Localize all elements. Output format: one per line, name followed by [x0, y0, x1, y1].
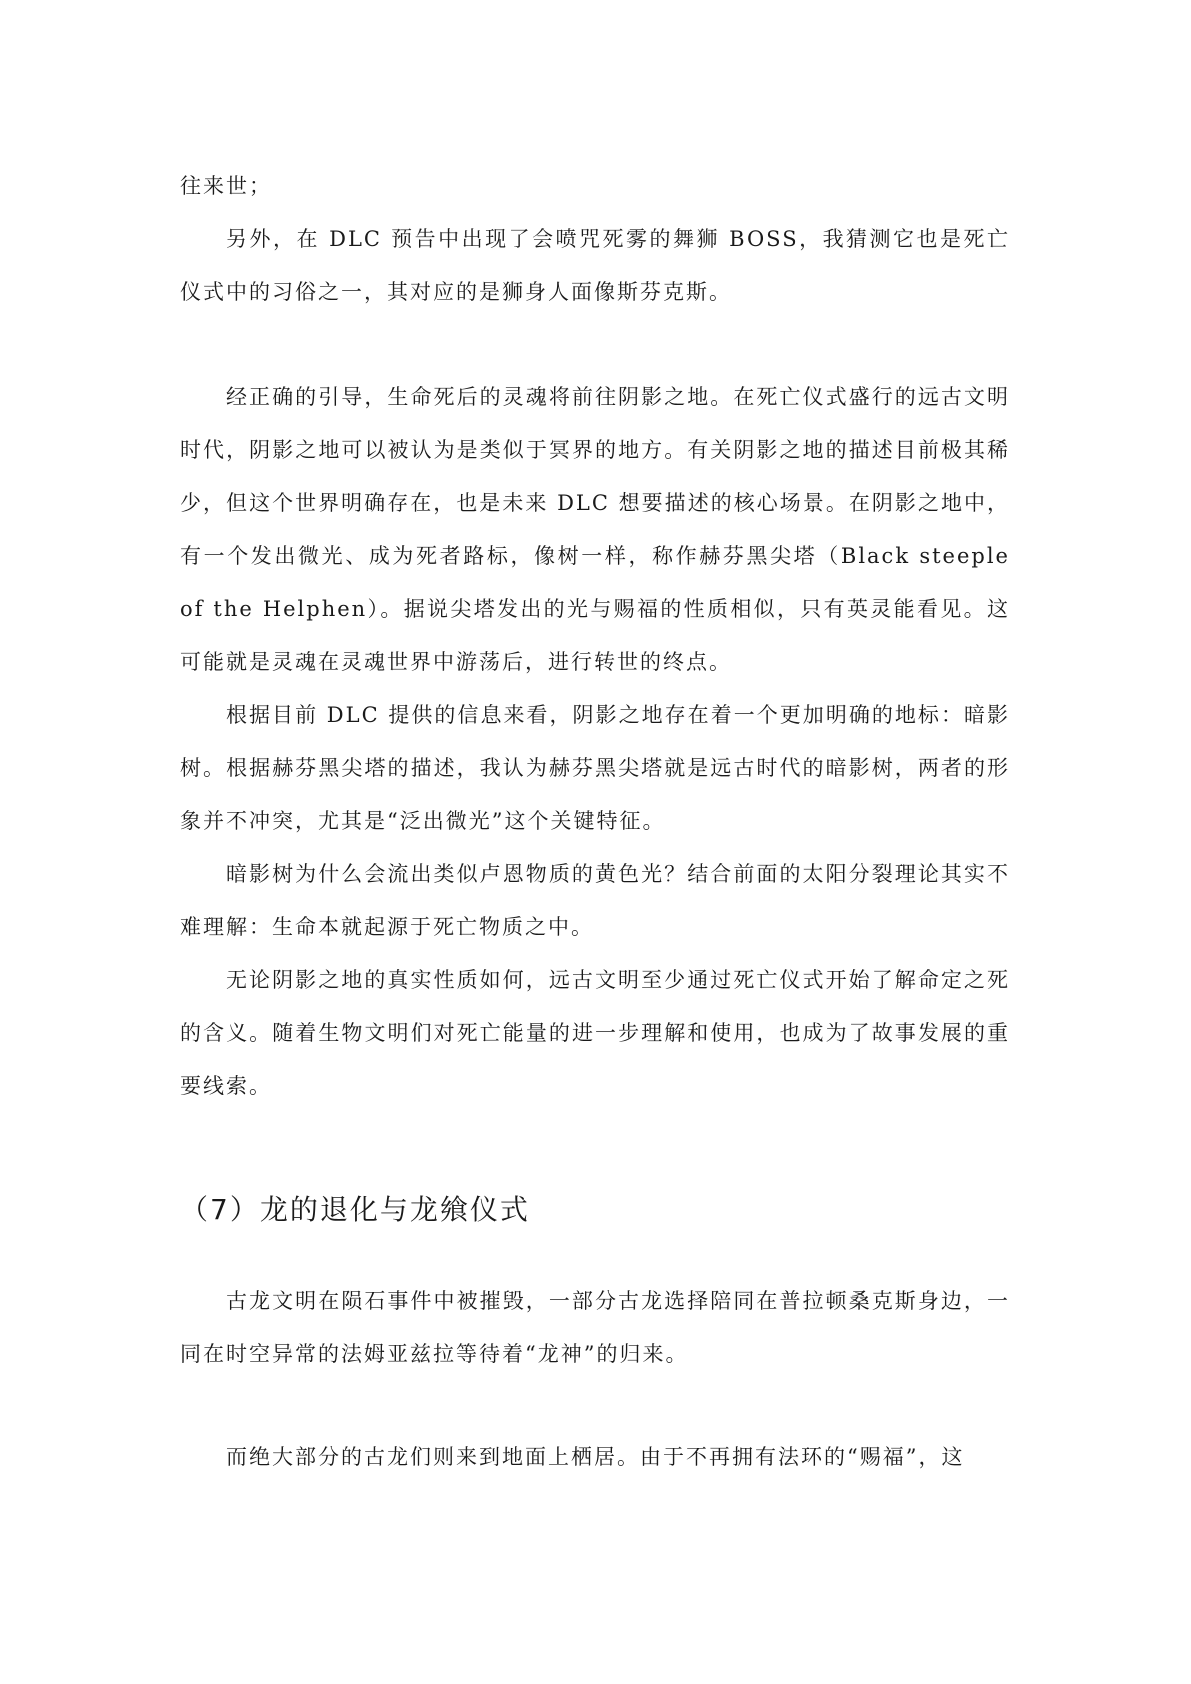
paragraph: 古龙文明在陨石事件中被摧毁，一部分古龙选择陪同在普拉顿桑克斯身边，一同在时空异常的法姆亚兹拉等待着“龙神”的归来。: [180, 1289, 1010, 1366]
paragraph: 无论阴影之地的真实性质如何，远古文明至少通过死亡仪式开始了解命定之死的含义。随着生物文明们对死亡能量的进一步理解和使用，也成为了故事发展的重要线索。: [180, 968, 1010, 1098]
paragraph: 而绝大部分的古龙们则来到地面上栖居。由于不再拥有法环的“赐福”，这: [226, 1445, 965, 1469]
paragraph: 根据目前 DLC 提供的信息来看，阴影之地存在着一个更加明确的地标：暗影树。根据赫芬黑尖塔的描述，我认为赫芬黑尖塔就是远古时代的暗影树，两者的形象并不冲突，尤其是“泛出微光”这个关键特征。: [180, 703, 1010, 833]
section-heading: （7）龙的退化与龙飨仪式: [180, 1193, 530, 1226]
paragraph: 经正确的引导，生命死后的灵魂将前往阴影之地。在死亡仪式盛行的远古文明时代，阴影之地可以被认为是类似于冥界的地方。有关阴影之地的描述目前极其稀少，但这个世界明确存在，也是未来 DLC 想要描述的核心场景。在阴影之地中，有一个发出微光、成为死者路标，像树一样，称作赫芬黑尖塔（Black steeple of the Helphen）。据说尖塔发出的光与赐福的性质相似，只有英灵能看见。这可能就是灵魂在灵魂世界中游荡后，进行转世的终点。: [180, 385, 1010, 674]
paragraph: 另外，在 DLC 预告中出现了会喷咒死雾的舞狮 BOSS，我猜测它也是死亡仪式中的习俗之一，其对应的是狮身人面像斯芬克斯。: [180, 227, 1010, 304]
paragraph: 暗影树为什么会流出类似卢恩物质的黄色光？结合前面的太阳分裂理论其实不难理解：生命本就起源于死亡物质之中。: [180, 862, 1010, 939]
paragraph-continuation: 往来世；: [180, 174, 272, 198]
document-body: [180, 160, 1010, 1484]
